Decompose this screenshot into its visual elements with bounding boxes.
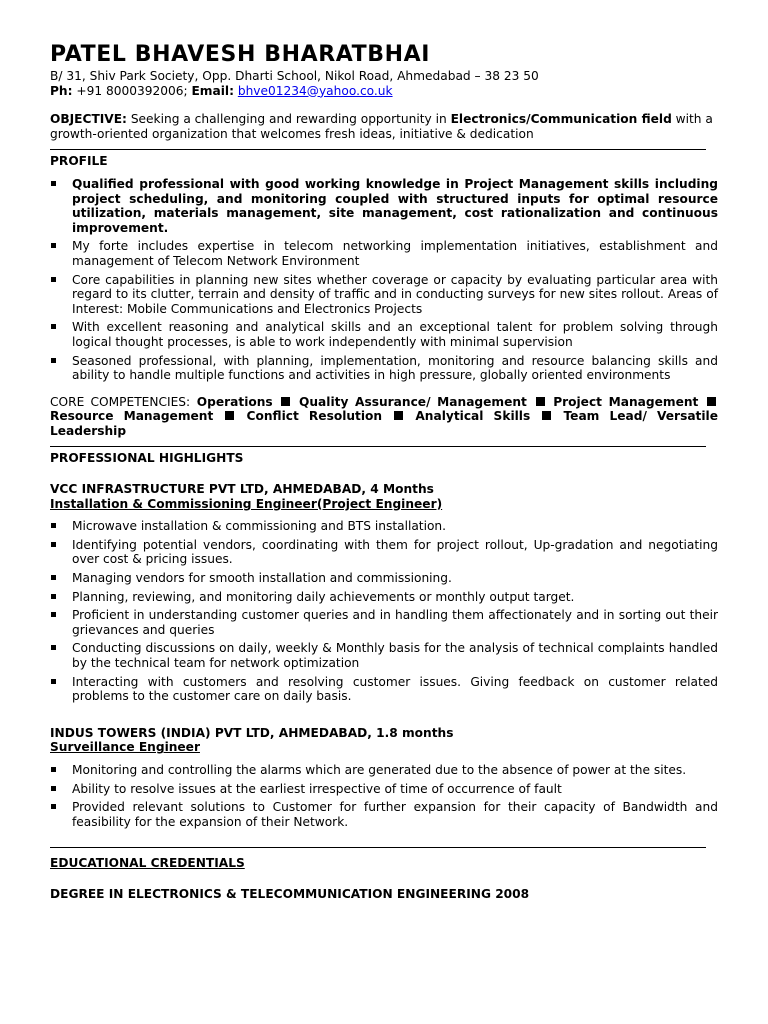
job-role: Installation & Commissioning Engineer(Project Engineer) xyxy=(50,496,443,511)
job-duties-list xyxy=(50,519,718,704)
bullet-icon xyxy=(51,645,56,650)
divider xyxy=(50,847,706,848)
core-competencies: CORE COMPETENCIES: Operations Quality Assurance/ Management Project Management Resource Management Conflict Resolution Analytical Skills Team Lead/ Versatile Leadership xyxy=(50,394,718,438)
list-item: Provided relevant solutions to Customer for further expansion for their capacity of Bandwidth and feasibility for the expansion of their Network. xyxy=(50,800,718,829)
objective-field: Electronics/Communication field xyxy=(450,112,672,127)
bullet-icon xyxy=(51,243,56,248)
degree: DEGREE IN ELECTRONICS & TELECOMMUNICATION ENGINEERING 2008 xyxy=(50,886,530,901)
square-bullet-icon xyxy=(394,411,403,420)
bullet-icon xyxy=(51,786,56,791)
list-item: Proficient in understanding customer queries and in handling them affectionately and in sorting out their grievances and queries xyxy=(50,608,718,637)
bullet-icon xyxy=(51,679,56,684)
bullet-icon xyxy=(51,181,56,186)
list-item: Identifying potential vendors, coordinating with them for project rollout, Up-gradation and negotiating over cost & pricing issues. xyxy=(50,538,718,567)
list-item: With excellent reasoning and analytical skills and an exceptional talent for problem solving through logical thought processes, is able to work independently with minimal supervision xyxy=(50,320,718,349)
list-item: My forte includes expertise in telecom networking implementation initiatives, establishment and management of Telecom Network Environment xyxy=(50,239,718,268)
email-link[interactable]: bhve01234@yahoo.co.uk xyxy=(237,83,393,98)
job-company: INDUS TOWERS (INDIA) PVT LTD, AHMEDABAD, 1.8 months xyxy=(50,725,454,740)
bullet-icon xyxy=(51,324,56,329)
objective-text-after: with a growth-oriented organization that welcomes fresh ideas, initiative & dedication xyxy=(50,112,713,141)
objective xyxy=(50,112,718,141)
job-duties-list xyxy=(50,763,718,829)
education-title: EDUCATIONAL CREDENTIALS xyxy=(50,856,245,871)
phone-number: +91 8000392006; xyxy=(76,83,188,98)
objective-text-before: Seeking a challenging and rewarding opportunity in xyxy=(130,112,447,127)
list-item: Planning, reviewing, and monitoring daily achievements or monthly output target. xyxy=(50,590,718,605)
candidate-name: PATEL BHAVESH BHARATBHAI xyxy=(50,42,431,67)
bullet-icon xyxy=(51,767,56,772)
divider xyxy=(50,149,706,150)
list-item: Conducting discussions on daily, weekly & Monthly basis for the analysis of technical complaints handled by the technical team for network optimization xyxy=(50,641,718,670)
bullet-icon xyxy=(51,612,56,617)
profile-title: PROFILE xyxy=(50,154,108,169)
bullet-icon xyxy=(51,575,56,580)
bullet-icon xyxy=(51,542,56,547)
list-item: Core capabilities in planning new sites whether coverage or capacity by evaluating particular area with regard to its clutter, terrain and density of traffic and in conducting surveys for new sites rollout. Areas of Interest: Mobile Communications and Electronics Projects xyxy=(50,273,718,317)
square-bullet-icon xyxy=(281,397,290,406)
square-bullet-icon xyxy=(542,411,551,420)
job-role: Surveillance Engineer xyxy=(50,740,200,755)
square-bullet-icon xyxy=(536,397,545,406)
competencies-label: CORE COMPETENCIES: xyxy=(50,394,191,409)
list-item: Managing vendors for smooth installation and commissioning. xyxy=(50,571,718,586)
list-item: Microwave installation & commissioning and BTS installation. xyxy=(50,519,718,534)
square-bullet-icon xyxy=(707,397,716,406)
bullet-icon xyxy=(51,804,56,809)
email-label: Email: xyxy=(191,83,234,98)
phone-label: Ph: xyxy=(50,83,73,98)
list-item: Seasoned professional, with planning, implementation, monitoring and resource balancing skills and ability to handle multiple functions and activities in high pressure, globally oriented environments xyxy=(50,354,718,383)
list-item: Qualified professional with good working knowledge in Project Management skills including project scheduling, and monitoring coupled with structured inputs for optimal resource utilization, materials management, site management, cost rationalization and continuous improvement. xyxy=(50,177,718,235)
bullet-icon xyxy=(51,523,56,528)
bullet-icon xyxy=(51,594,56,599)
list-item: Ability to resolve issues at the earliest irrespective of time of occurrence of fault xyxy=(50,782,718,797)
job-company: VCC INFRASTRUCTURE PVT LTD, AHMEDABAD, 4 Months xyxy=(50,482,434,497)
list-item: Monitoring and controlling the alarms which are generated due to the absence of power at the sites. xyxy=(50,763,718,778)
highlights-title: PROFESSIONAL HIGHLIGHTS xyxy=(50,451,244,466)
divider xyxy=(50,446,706,447)
list-item: Interacting with customers and resolving customer issues. Giving feedback on customer related problems to the customer care on daily basis. xyxy=(50,675,718,704)
contact-line xyxy=(50,84,718,99)
bullet-icon xyxy=(51,358,56,363)
address: B/ 31, Shiv Park Society, Opp. Dharti School, Nikol Road, Ahmedabad – 38 23 50 xyxy=(50,69,539,83)
resume-content xyxy=(50,42,718,902)
profile-list xyxy=(50,177,718,383)
square-bullet-icon xyxy=(225,411,234,420)
bullet-icon xyxy=(51,277,56,282)
objective-label: OBJECTIVE: xyxy=(50,112,127,127)
